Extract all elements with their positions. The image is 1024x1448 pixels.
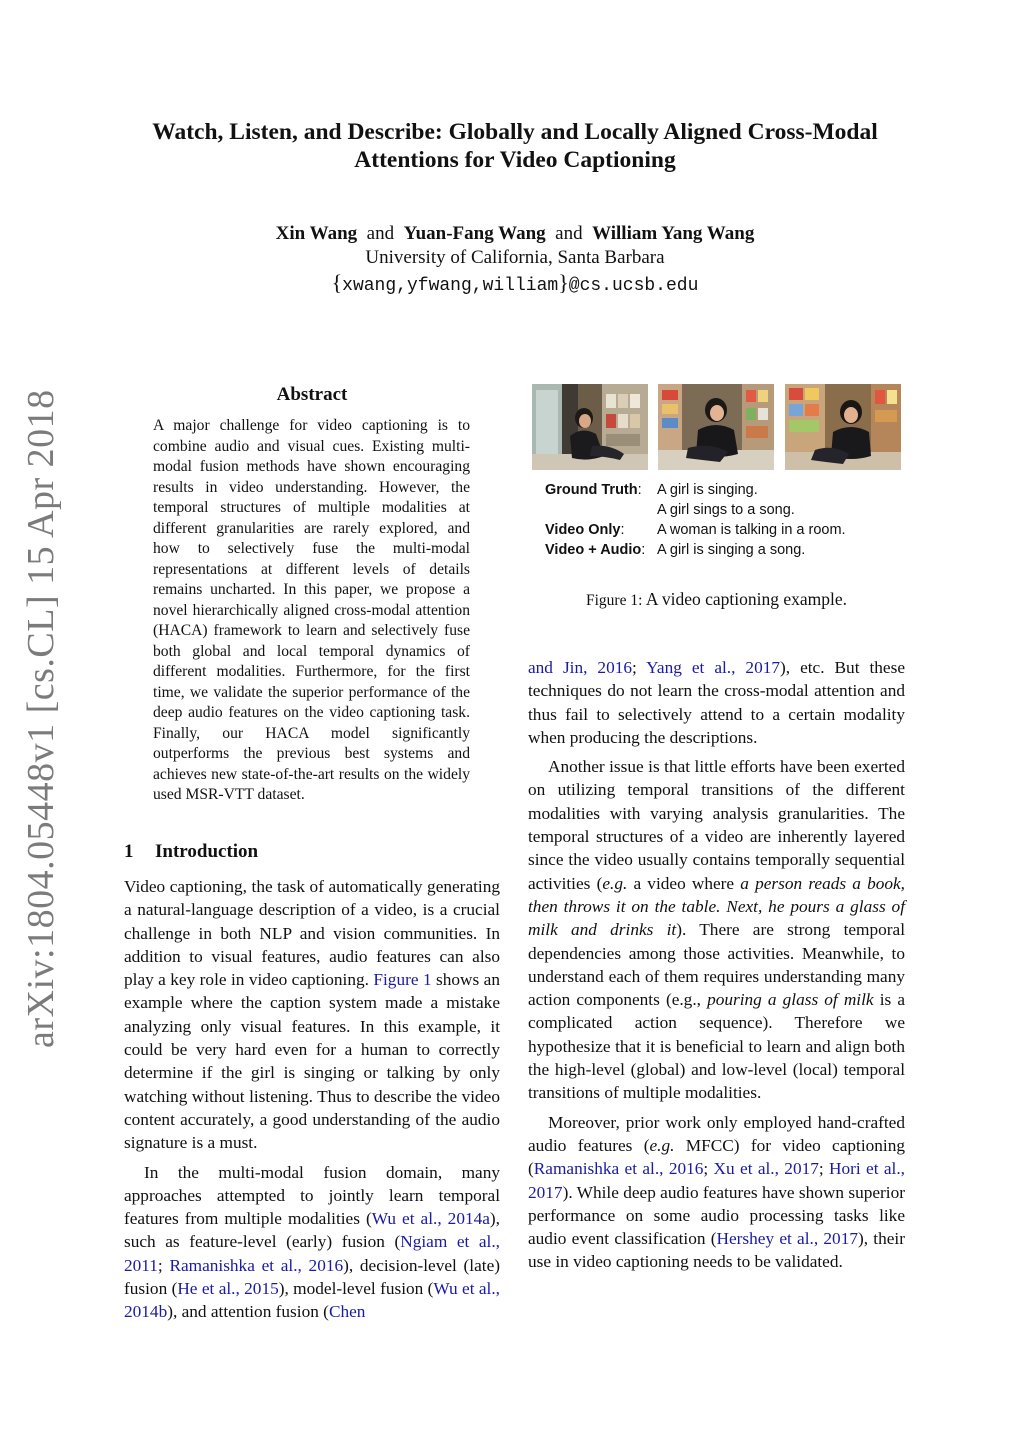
- italic-example: pouring a glass of milk: [707, 990, 874, 1010]
- citation-link[interactable]: Wu et al., 2014a: [371, 1209, 490, 1229]
- email-open-brace: {: [331, 270, 343, 295]
- text-run: a video where: [627, 873, 741, 893]
- author-1: Xin Wang: [275, 223, 358, 244]
- intro-paragraph-1: [124, 875, 500, 1155]
- figure-1-caption: [528, 587, 905, 613]
- figure-caption-text: A video captioning example.: [645, 589, 848, 609]
- citation-link[interactable]: Ramanishka et al., 2016: [533, 1159, 704, 1179]
- email-close-brace: }: [558, 270, 569, 295]
- citation-link[interactable]: Xu et al., 2017: [713, 1159, 819, 1179]
- title-line-2: Attentions for Video Captioning: [354, 147, 676, 173]
- ground-truth-label: [545, 480, 642, 500]
- right-paragraph-3: [528, 1111, 905, 1274]
- text-run: Video captioning, the task of automatically generating a natural-language description of a video, is a crucial challenge in both NLP and vision communities. In addition to visual features, audio features can also play a key role in video captioning.: [124, 877, 500, 990]
- affiliation: University of California, Santa Barbara: [365, 247, 665, 268]
- left-column-text: [124, 875, 500, 1324]
- video-only-caption: A woman is talking in a room.: [657, 522, 846, 538]
- section-title: Introduction: [155, 841, 259, 862]
- figure-label: Figure 1:: [585, 592, 643, 609]
- email-usernames: xwang,yfwang,william: [342, 276, 559, 296]
- video-frame-1: [532, 384, 648, 470]
- label-colon: :: [620, 522, 625, 538]
- text-run: Moreover, prior work only employed hand-crafted audio features (: [528, 1112, 905, 1155]
- text-run: ), etc. But these techniques do not learn the cross-modal attention and thus fail to selectively attend to a certain modality when producing the descriptions.: [528, 658, 905, 747]
- label-colon: :: [637, 482, 642, 498]
- email-domain: @cs.ucsb.edu: [568, 276, 699, 296]
- arxiv-identifier: arXiv:1804.05448v1 [cs.CL] 15 Apr 2018: [20, 389, 62, 1048]
- section-heading: [124, 840, 500, 864]
- text-run: ;: [632, 658, 647, 677]
- text-run: Another issue is that little efforts have been exerted on utilizing temporal transitions of the different modalities with varying analysis granularities. The temporal structures of a video are inherently layered since the video usually contains temporally sequential activities (: [528, 757, 905, 893]
- text-run: ;: [703, 1159, 714, 1179]
- text-run: ), model-level fusion (: [278, 1279, 434, 1299]
- ground-truth-caption-1: A girl is singing.: [657, 482, 758, 498]
- citation-link[interactable]: Ngiam et al., 2011: [124, 1232, 500, 1275]
- author-separator: and: [555, 223, 583, 244]
- citation-link[interactable]: He et al., 2015: [177, 1279, 279, 1299]
- intro-paragraph-2: [124, 1161, 500, 1324]
- label-colon: :: [641, 542, 646, 558]
- video-audio-label: [545, 540, 645, 560]
- text-run: ), and attention fusion (: [167, 1302, 329, 1322]
- video-frame-2: [658, 384, 774, 470]
- frame-3-image: [785, 384, 901, 470]
- citation-link[interactable]: Hori et al., 2017: [528, 1159, 905, 1202]
- abstract-heading: Abstract: [276, 384, 348, 405]
- citation-link[interactable]: Chen: [328, 1302, 366, 1322]
- citation-link[interactable]: and Jin, 2016: [528, 658, 632, 677]
- label-text: Video Only: [545, 522, 621, 538]
- text-run: In the multi-modal fusion domain, many approaches attempted to jointly learn temporal features from multiple modalities (: [124, 1162, 500, 1229]
- ground-truth-caption-2: A girl sings to a song.: [657, 502, 795, 518]
- section-number: 1: [124, 841, 134, 862]
- text-run: ), decision-level (late) fusion (: [124, 1255, 500, 1299]
- italic-example: a person reads a book, then throws it on the table. Next, he pours a glass of milk and drinks it: [528, 873, 905, 940]
- text-run: ), their use in video captioning needs to be validated.: [528, 1229, 905, 1272]
- text-run: shows an example where the caption system made a mistake analyzing only visual features. In this example, it could be very hard even for a human to correctly determine if the girl is singing or talking by only watching without listening. Thus to describe the video content accurately, a good understanding of the audio signature is a must.: [124, 970, 500, 1153]
- frame-2-image: [658, 384, 774, 470]
- right-paragraph-2: [528, 755, 905, 1104]
- citation-link[interactable]: Ramanishka et al., 2016: [169, 1255, 344, 1275]
- title-line-1: Watch, Listen, and Describe: Globally and Locally Aligned Cross-Modal: [152, 119, 878, 145]
- abstract-body: A major challenge for video captioning is to combine audio and visual cues. Existing multi-modal fusion methods have shown encouraging results in video understanding. However, the temporal structures of multiple modalities at different granularities are rarely explored, and how to selectively fuse the multi-modal representations at different levels of details remains uncharted. In this paper, we propose a novel hierarchically aligned cross-modal attention (HACA) framework to learn and selectively fuse both global and local temporal dynamics of different modalities. Furthermore, for the first time, we validate the superior performance of the deep audio features on the video captioning task. Finally, our HACA model significantly outperforms the previous best systems and achieves new state-of-the-art results on the widely used MSR-VTT dataset.: [153, 417, 470, 803]
- label-text: Video + Audio: [545, 542, 642, 558]
- label-text: Ground Truth: [545, 482, 638, 498]
- right-column-text: [528, 656, 905, 1274]
- citation-link[interactable]: Hershey et al., 2017: [716, 1229, 858, 1249]
- text-run: e.g.: [602, 873, 628, 893]
- video-audio-caption: A girl is singing a song.: [657, 542, 806, 558]
- author-list: [100, 222, 930, 246]
- paper-title: [100, 118, 930, 174]
- figure-reference-link[interactable]: Figure 1: [373, 970, 432, 990]
- text-run: ;: [818, 1159, 830, 1179]
- frame-1-image: [532, 384, 648, 470]
- figure-1-frames: [532, 384, 902, 470]
- right-paragraph-1: [528, 656, 905, 749]
- text-run: is a complicated action sequence). Therefore we hypothesize that it is beneficial to learn and align both the high-level (global) and low-level (local) temporal transitions of multiple modalities.: [528, 990, 905, 1103]
- text-run: ;: [157, 1255, 170, 1275]
- text-run: ), such as feature-level (early) fusion (: [124, 1209, 500, 1252]
- author-emails: [100, 271, 930, 298]
- citation-link[interactable]: Wu et al., 2014b: [124, 1279, 501, 1322]
- author-separator: and: [366, 223, 395, 244]
- text-run: MFCC) for video captioning (: [528, 1135, 905, 1179]
- citation-link[interactable]: Yang et al., 2017: [646, 658, 780, 677]
- video-only-label: [545, 520, 625, 540]
- author-2: Yuan-Fang Wang: [403, 223, 546, 244]
- video-frame-3: [785, 384, 901, 470]
- text-run: e.g.: [649, 1135, 675, 1155]
- author-3: William Yang Wang: [592, 223, 755, 244]
- text-run: ). There are strong temporal dependencies among those activities. Meanwhile, to understand each of them requires understanding many action components (e.g.,: [528, 920, 905, 1010]
- text-run: ). While deep audio features have shown superior performance on some audio processing tasks like audio event classification (: [528, 1182, 905, 1249]
